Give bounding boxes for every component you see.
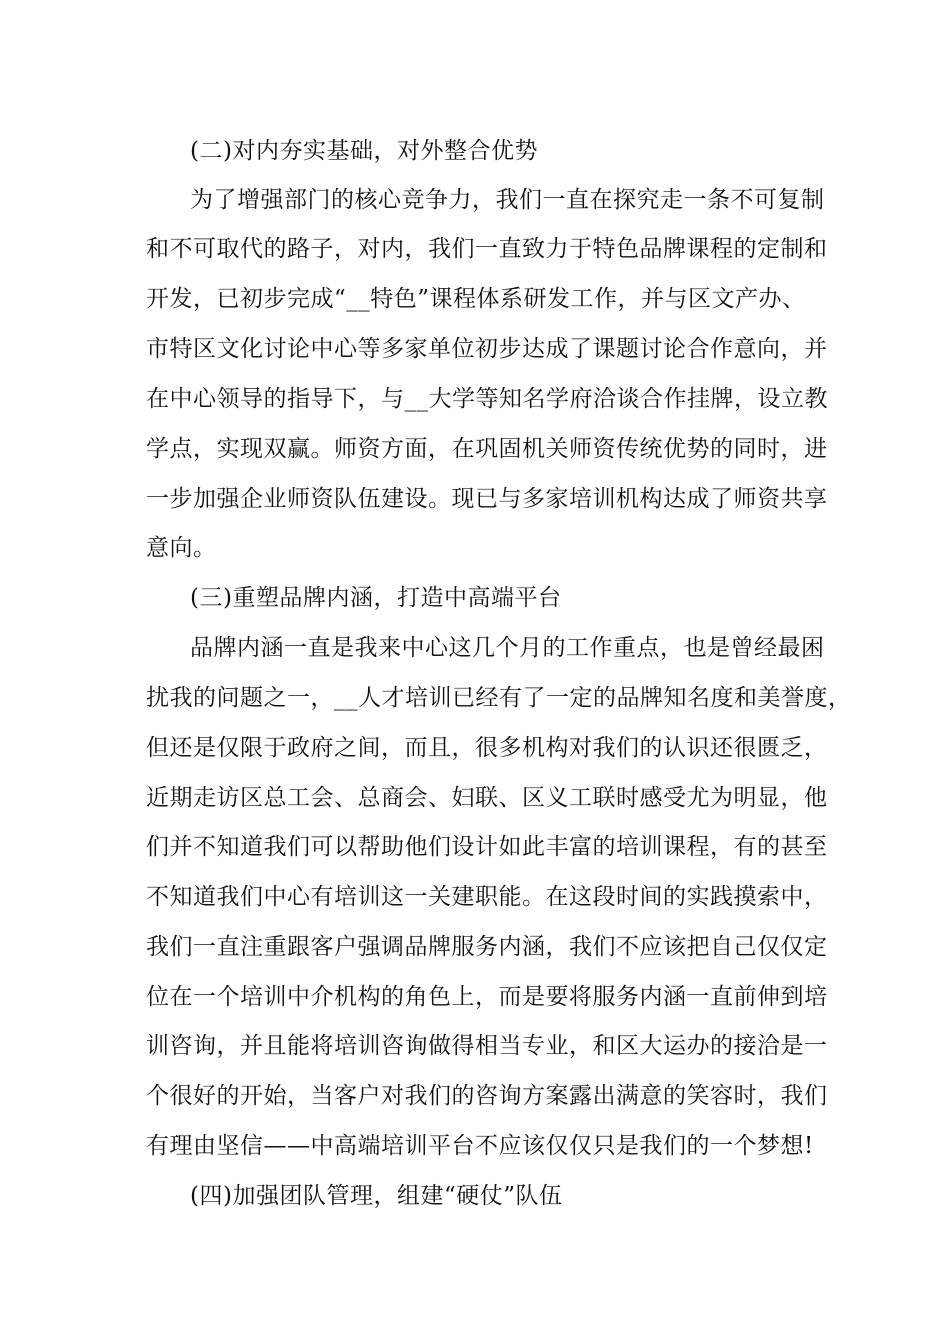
paragraph-line: 扰我的问题之一，__人才培训已经有了一定的品牌知名度和美誉度， bbox=[146, 685, 852, 711]
paragraph-line: 们并不知道我们可以帮助他们设计如此丰富的培训课程，有的甚至 bbox=[146, 834, 828, 860]
paragraph-line: 个很好的开始，当客户对我们的咨询方案露出满意的笑容时，我们 bbox=[146, 1083, 828, 1109]
paragraph-line: 意向。 bbox=[146, 535, 217, 561]
paragraph-line: 开发，已初步完成“__特色”课程体系研发工作，并与区文产办、 bbox=[146, 286, 806, 312]
paragraph-line: 不知道我们中心有培训这一关建职能。在这段时间的实践摸索中， bbox=[146, 884, 828, 910]
paragraph-line: 我们一直注重跟客户强调品牌服务内涵，我们不应该把自己仅仅定 bbox=[146, 934, 828, 960]
paragraph-line: 但还是仅限于政府之间，而且，很多机构对我们的认识还很匮乏， bbox=[146, 735, 828, 761]
paragraph-line: 品牌内涵一直是我来中心这几个月的工作重点，也是曾经最困 bbox=[190, 635, 825, 661]
paragraph-line: 近期走访区总工会、总商会、妇联、区义工联时感受尤为明显，他 bbox=[146, 785, 828, 811]
paragraph-line: 为了增强部门的核心竞争力，我们一直在探究走一条不可复制 bbox=[190, 187, 825, 213]
section-heading: (四)加强团队管理，组建“硬仗”队伍 bbox=[190, 1183, 563, 1209]
paragraph-line: 市特区文化讨论中心等多家单位初步达成了课题讨论合作意向，并 bbox=[146, 336, 828, 362]
paragraph-line: 位在一个培训中介机构的角色上，而是要将服务内涵一直前伸到培 bbox=[146, 984, 828, 1010]
paragraph-line: 学点，实现双赢。师资方面，在巩固机关师资传统优势的同时，进 bbox=[146, 436, 828, 462]
section-heading: (二)对内夯实基础，对外整合优势 bbox=[190, 138, 538, 164]
paragraph-line: 一步加强企业师资队伍建设。现已与多家培训机构达成了师资共享 bbox=[146, 486, 828, 512]
paragraph-line: 在中心领导的指导下，与__大学等知名学府洽谈合作挂牌，设立教 bbox=[146, 386, 828, 412]
paragraph-line: 有理由坚信——中高端培训平台不应该仅仅只是我们的一个梦想! bbox=[146, 1133, 814, 1159]
paragraph-line: 和不可取代的路子，对内，我们一直致力于特色品牌课程的定制和 bbox=[146, 236, 828, 262]
paragraph-line: 训咨询，并且能将培训咨询做得相当专业，和区大运办的接洽是一 bbox=[146, 1033, 828, 1059]
section-heading: (三)重塑品牌内涵，打造中高端平台 bbox=[190, 585, 562, 611]
